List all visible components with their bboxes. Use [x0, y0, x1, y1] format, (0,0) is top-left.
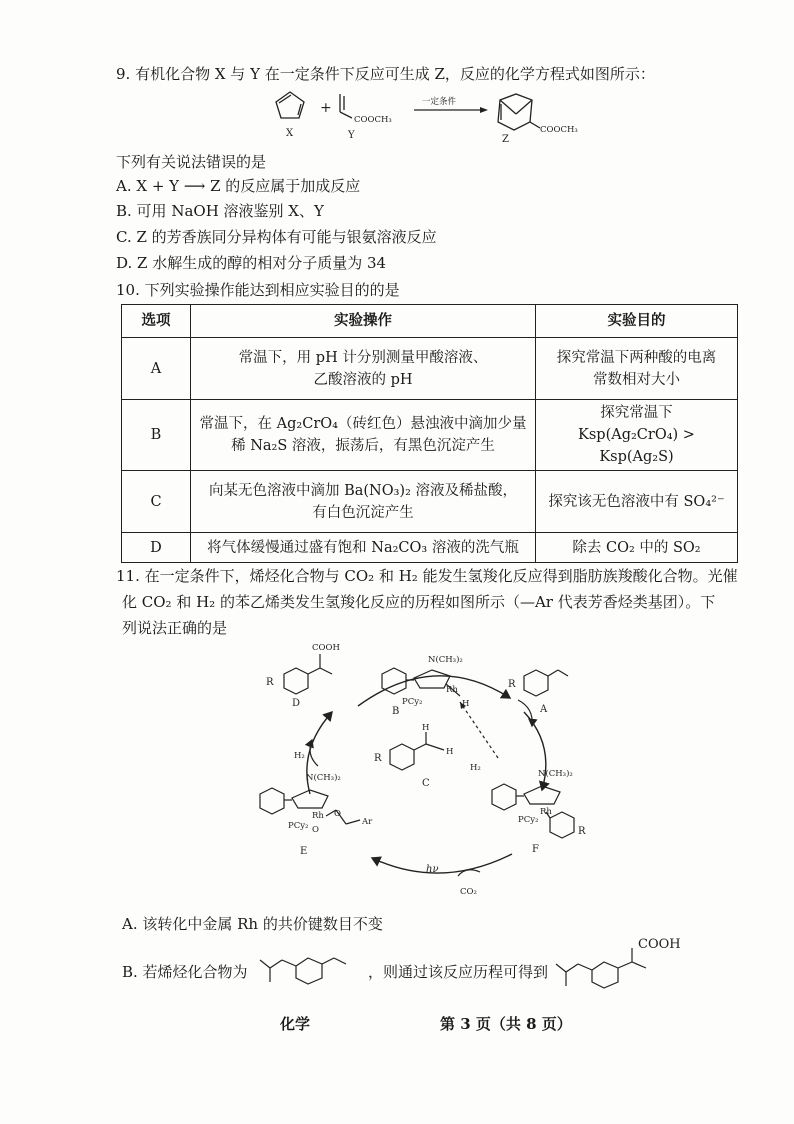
operation-line2: 乙酸溶液的 pH — [313, 371, 413, 388]
operation-line1: 常温下，用 pH 计分别测量甲酸溶液、 — [238, 349, 488, 366]
operation-line1: 常温下，在 Ag₂CrO₄（砖红色）悬浊液中滴加少量 — [199, 416, 527, 432]
label-c: C — [422, 778, 430, 789]
q9-option-b: B. 可用 NaOH 溶液鉴别 X、Y — [116, 202, 324, 220]
footer-subject: 化学 — [280, 1015, 311, 1033]
label-d: D — [292, 698, 301, 709]
f-r: R — [578, 826, 586, 837]
goal-line1: 除去 CO₂ 中的 SO₂ — [572, 539, 701, 556]
operation-line1: 将气体缓慢通过盛有饱和 Na₂CO₃ 溶液的洗气瓶 — [207, 539, 519, 556]
c-h-top: H — [422, 723, 430, 733]
catalytic-cycle-diagram — [250, 640, 620, 902]
e-o-top: O — [334, 809, 341, 819]
z-ester-group: COOCH₃ — [540, 125, 578, 135]
q9-stem: 9. 有机化合物 X 与 Y 在一定条件下反应可生成 Z，反应的化学方程式如图所示： — [116, 65, 655, 83]
row-goal — [536, 471, 738, 533]
compound-f — [492, 784, 574, 838]
operation-line2: 稀 Na₂S 溶液，振荡后，有黑色沉淀产生 — [231, 438, 495, 454]
operation-line2: 有白色沉淀产生 — [312, 504, 414, 521]
row-option: C — [122, 471, 191, 533]
h2-left: H₂ — [294, 751, 305, 761]
header-goal: 实验目的 — [536, 305, 738, 338]
row-option: D — [122, 533, 191, 563]
compound-a — [524, 670, 568, 696]
q11-option-b-pre: B. 若烯烃化合物为 — [122, 963, 248, 981]
row-operation — [191, 471, 536, 533]
e-pcy2: PCy₂ — [288, 821, 309, 831]
row-operation — [191, 533, 536, 563]
label-f: F — [532, 844, 539, 855]
footer-page: 第 3 页（共 8 页） — [440, 1015, 572, 1033]
row-goal — [536, 338, 738, 400]
condition-text: 一定条件 — [422, 97, 457, 107]
header-option: 选项 — [122, 305, 191, 338]
cycle-arrow-bottom — [372, 854, 512, 873]
a-r: R — [508, 679, 516, 690]
norbornene-z — [498, 94, 540, 130]
c-h-right: H — [446, 747, 454, 757]
b-nme2: N(CH₃)₂ — [428, 655, 463, 665]
y-ester-group: COOCH₃ — [354, 115, 392, 125]
table-row — [122, 400, 738, 471]
row-goal — [536, 533, 738, 563]
goal-line2: 常数相对大小 — [593, 371, 680, 388]
label-b: B — [392, 706, 400, 717]
q9-option-a: A. X + Y ⟶ Z 的反应属于加成反应 — [116, 177, 361, 195]
d-cooh: COOH — [312, 643, 340, 653]
methyl-acrylate-y — [340, 94, 352, 118]
label-x: X — [286, 128, 294, 139]
goal-line1: 探究常温下两种酸的电离 — [556, 349, 717, 366]
option-b-acid-structure — [548, 934, 718, 992]
goal-line1: 探究该无色溶液中有 SO₄²⁻ — [548, 493, 725, 510]
label-a: A — [540, 704, 548, 715]
acid-cooh: COOH — [638, 937, 681, 952]
c-r: R — [374, 753, 382, 764]
label-y: Y — [348, 130, 355, 141]
table-row — [122, 533, 738, 563]
goal-line1: 探究常温下 — [600, 405, 673, 421]
plus-sign: + — [320, 100, 332, 116]
row-goal — [536, 400, 738, 471]
arrow-to-d — [310, 740, 318, 766]
table-header-row — [122, 305, 738, 338]
row-option: A — [122, 338, 191, 400]
q9-option-c: C. Z 的芳香族同分异构体有可能与银氨溶液反应 — [116, 228, 437, 246]
e-o-bottom: O — [312, 825, 319, 835]
q10-stem: 10. 下列实验操作能达到相应实验目的的是 — [116, 281, 400, 299]
f-rh: Rh — [540, 807, 552, 817]
option-b-alkene-structure — [252, 944, 370, 988]
table-row — [122, 471, 738, 533]
q9-question: 下列有关说法错误的是 — [116, 153, 267, 171]
e-rh: Rh — [312, 811, 324, 821]
row-option: B — [122, 400, 191, 471]
goal-line2: Ksp(Ag₂CrO₄) > Ksp(Ag₂S) — [578, 427, 695, 465]
b-h: H — [462, 699, 470, 709]
q11-line3: 列说法正确的是 — [122, 619, 228, 637]
e-ar: Ar — [362, 817, 373, 827]
header-operation: 实验操作 — [191, 305, 536, 338]
compound-c — [390, 732, 444, 770]
q11-option-a: A. 该转化中金属 Rh 的共价键数目不变 — [122, 915, 383, 933]
dashed-h2-line — [460, 702, 498, 758]
co2-input: CO₂ — [460, 887, 477, 897]
f-pcy2: PCy₂ — [518, 815, 539, 825]
d-r: R — [266, 677, 274, 688]
e-nme2: N(CH₃)₂ — [306, 773, 341, 783]
q11-option-b-mid: ，则通过该反应历程可得到 — [368, 963, 549, 981]
b-pcy2: PCy₂ — [402, 697, 423, 707]
q9-reaction-scheme — [270, 86, 600, 148]
operation-line1: 向某无色溶液中滴加 Ba(NO₃)₂ 溶液及稀盐酸， — [208, 482, 518, 499]
label-e: E — [300, 846, 308, 857]
label-z: Z — [502, 134, 509, 145]
cyclopentadiene-x — [276, 92, 304, 118]
compound-d — [284, 654, 332, 694]
f-nme2: N(CH₃)₂ — [538, 769, 573, 779]
table-row — [122, 338, 738, 400]
q11-line2: 化 CO₂ 和 H₂ 的苯乙烯类发生氢羧化反应的历程如图所示（—Ar 代表芳香烃类基团）。下 — [122, 593, 716, 611]
light-hv: hν — [426, 864, 439, 875]
h2-center: H₂ — [470, 763, 481, 773]
b-rh: Rh — [446, 685, 458, 695]
cycle-arrow-top — [358, 676, 510, 706]
row-operation — [191, 338, 536, 400]
experiment-table — [121, 304, 738, 563]
q11-line1: 11. 在一定条件下，烯烃化合物与 CO₂ 和 H₂ 能发生氢羧化反应得到脂肪族羧酸化合物。光催 — [116, 567, 738, 585]
row-operation — [191, 400, 536, 471]
q9-option-d: D. Z 水解生成的醇的相对分子质量为 34 — [116, 254, 387, 272]
